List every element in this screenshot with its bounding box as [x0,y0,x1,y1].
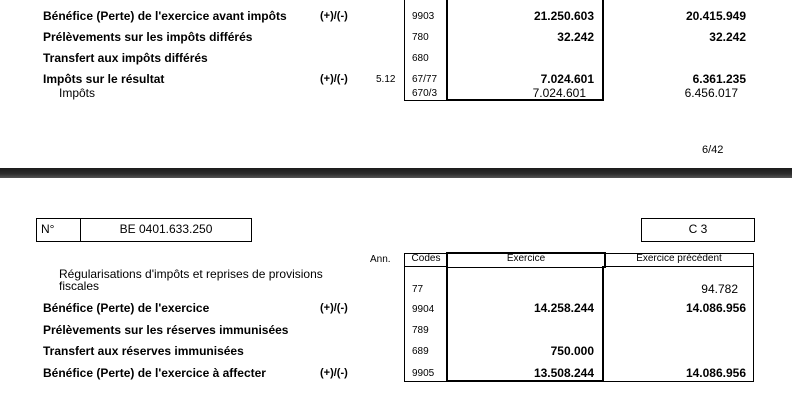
column-header-precedent: Exercice précédent [636,253,722,264]
company-number: BE 0401.633.250 [119,222,213,236]
row-precedent-value: 6.456.017 [684,86,738,100]
row-code: 680 [412,53,429,64]
exercice-column-right-border [602,0,604,101]
row-label-regularisations-line1: Régularisations d'impôts et reprises de provisions [59,267,323,281]
codes-column-bottom-border [404,381,446,382]
column-header-exercice: Exercice [506,253,546,264]
page-7 [0,178,792,409]
page-separator [0,168,792,178]
row-precedent-value: 14.086.956 [685,301,746,315]
row-label-transfert-reserves-immunisees: Transfert aux réserves immunisées [43,344,244,358]
codes-column-left-border [404,266,405,381]
row-exercice-value: 7.024.601 [540,72,594,86]
schema-code: C 3 [688,222,708,236]
row-label-impots: Impôts [59,86,96,100]
row-exercice-value: 21.250.603 [533,9,594,23]
precedent-column-bottom-border [604,381,754,382]
row-code: 77 [412,284,424,295]
row-precedent-value: 94.782 [701,282,738,296]
row-precedent-value: 32.242 [709,30,746,44]
row-label-benefice-a-affecter: Bénéfice (Perte) de l'exercice à affecter [43,366,266,380]
row-code: 9905 [412,368,435,379]
row-code: 9904 [412,304,435,315]
row-code: 780 [412,32,429,43]
row-precedent-value: 20.415.949 [685,9,746,23]
row-label-regularisations-line2: fiscales [59,279,100,293]
row-code: 789 [412,325,429,336]
row-precedent-value: 6.361.235 [692,72,746,86]
column-header-ann: Ann. [370,254,391,265]
exercice-column-right-border [602,266,604,381]
no-label: N° [41,222,55,236]
row-sign: (+)/(-) [320,302,348,314]
column-header-codes: Codes [411,253,441,264]
row-label-transfert-impots-differes: Transfert aux impôts différés [43,51,208,65]
row-exercice-value: 14.258.244 [533,301,594,315]
exercice-column-bottom-border [446,380,604,382]
precedent-column-right-border [753,266,754,381]
row-label-benefice-avant-impots: Bénéfice (Perte) de l'exercice avant impôts [43,9,287,23]
row-code: 689 [412,346,429,357]
row-code: 9903 [412,11,435,22]
row-annex-ref: 5.12 [376,74,396,85]
row-label-impots-sur-le-resultat: Impôts sur le résultat [43,72,165,86]
row-exercice-value: 32.242 [557,30,594,44]
row-exercice-value: 13.508.244 [533,366,594,380]
codes-column-left-border [404,0,405,100]
row-sign: (+)/(-) [320,367,348,379]
row-label-prelevements-reserves-immunisees: Prélèvements sur les réserves immunisées [43,323,289,337]
exercice-column-left-border [446,266,448,381]
row-label-prelevements-impots-differes: Prélèvements sur les impôts différés [43,30,253,44]
row-exercice-value: 750.000 [550,344,594,358]
page-6 [0,0,792,168]
exercice-column-left-border [446,0,448,101]
row-sign: (+)/(-) [320,10,348,22]
row-sign: (+)/(-) [320,73,348,85]
page-number: 6/42 [702,144,724,156]
row-precedent-value: 14.086.956 [685,366,746,380]
codes-column-bottom-border [404,100,446,101]
row-code: 670/3 [412,88,438,99]
row-label-benefice-exercice: Bénéfice (Perte) de l'exercice [43,301,210,315]
row-exercice-value: 7.024.601 [532,86,586,100]
row-code: 67/77 [412,74,438,85]
